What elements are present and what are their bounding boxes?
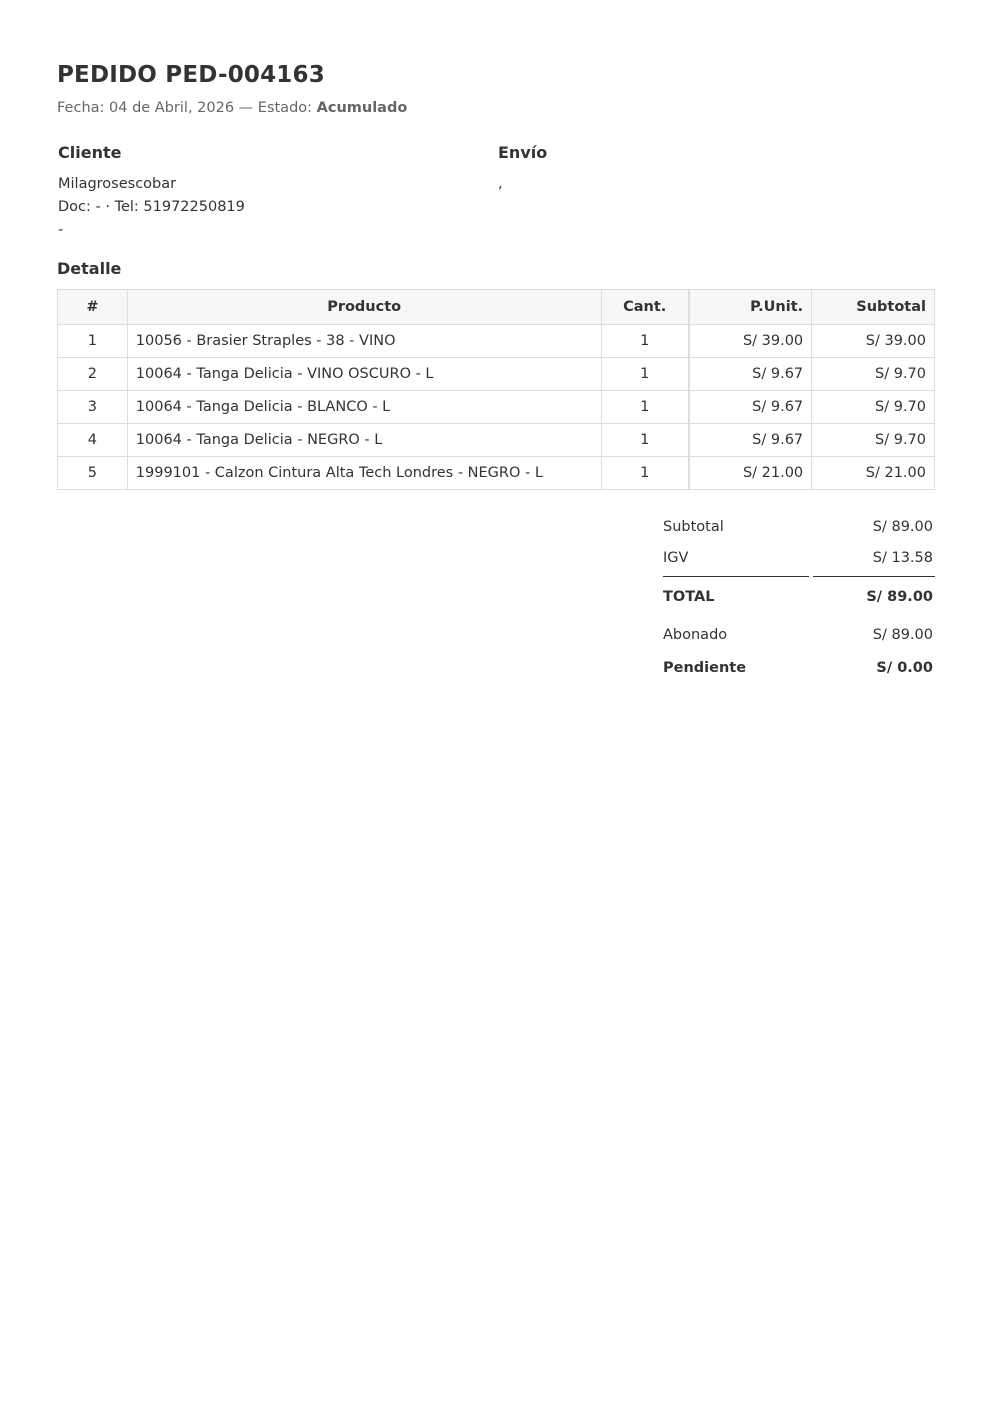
row-quantity: 1 [601, 391, 689, 424]
order-date: Fecha: 04 de Abril, 2026 — Estado: [57, 100, 317, 116]
column-header-quantity: Cant. [601, 290, 689, 325]
table-row [58, 325, 935, 358]
column-header-number: # [58, 290, 128, 325]
table-row [58, 457, 935, 490]
totals-block [663, 515, 933, 683]
row-quantity: 1 [601, 457, 689, 490]
totals-igv-row [663, 546, 933, 577]
row-number: 3 [58, 391, 128, 424]
table-header-row [58, 290, 935, 325]
row-product: 1999101 - Calzon Cintura Alta Tech Londres - NEGRO - L [127, 457, 601, 490]
items-table [57, 289, 935, 490]
igv-value: S/ 13.58 [872, 550, 933, 566]
detail-heading: Detalle [57, 259, 122, 278]
row-quantity: 1 [601, 358, 689, 391]
row-unit-price: S/ 9.67 [689, 358, 812, 391]
totals-pending-row [663, 650, 933, 683]
totals-total-row [663, 577, 933, 617]
column-header-unit-price: P.Unit. [689, 290, 812, 325]
row-product: 10056 - Brasier Straples - 38 - VINO [127, 325, 601, 358]
shipping-block [498, 143, 547, 196]
shipping-address: , [498, 176, 503, 192]
client-block [58, 143, 245, 242]
row-quantity: 1 [601, 424, 689, 457]
subtotal-label: Subtotal [663, 519, 724, 535]
row-subtotal: S/ 9.70 [812, 358, 935, 391]
row-subtotal: S/ 9.70 [812, 424, 935, 457]
row-product: 10064 - Tanga Delicia - NEGRO - L [127, 424, 601, 457]
row-unit-price: S/ 39.00 [689, 325, 812, 358]
order-meta [57, 100, 407, 116]
row-number: 1 [58, 325, 128, 358]
table-row [58, 358, 935, 391]
order-status: Acumulado [316, 100, 408, 116]
parties-section [58, 143, 935, 243]
column-header-product: Producto [127, 290, 601, 325]
pending-value: S/ 0.00 [876, 660, 933, 676]
table-row [58, 391, 935, 424]
shipping-heading: Envío [498, 143, 548, 162]
total-label: TOTAL [663, 589, 715, 605]
page-title: PEDIDO PED-004163 [57, 62, 325, 88]
row-number: 4 [58, 424, 128, 457]
row-subtotal: S/ 21.00 [812, 457, 935, 490]
row-product: 10064 - Tanga Delicia - VINO OSCURO - L [127, 358, 601, 391]
table-row [58, 424, 935, 457]
totals-subtotal-row [663, 515, 933, 546]
row-product: 10064 - Tanga Delicia - BLANCO - L [127, 391, 601, 424]
client-name: Milagrosescobar [58, 176, 177, 192]
totals-paid-row [663, 617, 933, 650]
total-value: S/ 89.00 [866, 589, 933, 605]
pending-label: Pendiente [663, 660, 747, 676]
paid-label: Abonado [663, 627, 728, 643]
row-quantity: 1 [601, 325, 689, 358]
row-unit-price: S/ 21.00 [689, 457, 812, 490]
row-unit-price: S/ 9.67 [689, 424, 812, 457]
row-subtotal: S/ 39.00 [812, 325, 935, 358]
row-unit-price: S/ 9.67 [689, 391, 812, 424]
column-header-subtotal: Subtotal [812, 290, 935, 325]
row-number: 5 [58, 457, 128, 490]
paid-value: S/ 89.00 [872, 627, 933, 643]
igv-label: IGV [663, 550, 689, 566]
row-number: 2 [58, 358, 128, 391]
client-heading: Cliente [58, 143, 122, 162]
subtotal-value: S/ 89.00 [872, 519, 933, 535]
client-extra: - [58, 222, 64, 238]
row-subtotal: S/ 9.70 [812, 391, 935, 424]
client-doc-phone: Doc: - · Tel: 51972250819 [58, 199, 245, 215]
